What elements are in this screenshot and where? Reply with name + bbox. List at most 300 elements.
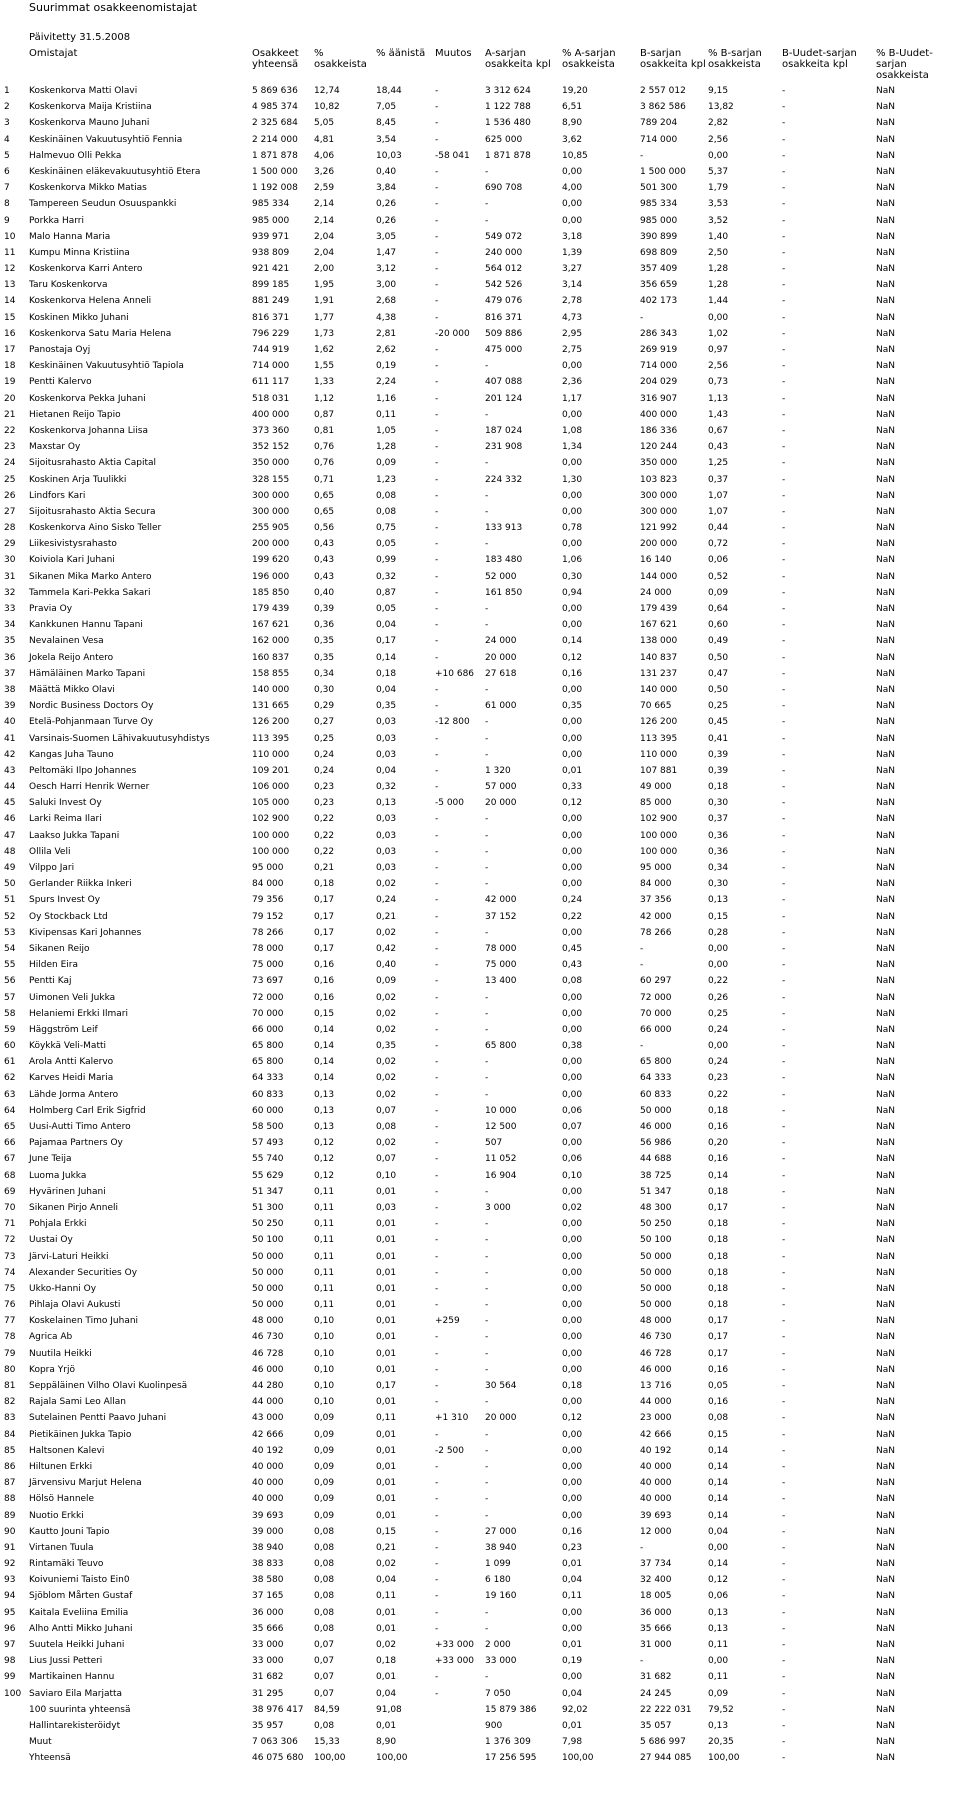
cell-b-shares: 46 000 — [640, 1364, 672, 1375]
cell-pct-shares: 0,40 — [314, 587, 335, 598]
cell-pct-b-shares: 0,00 — [708, 1542, 729, 1553]
cell-b-shares: 66 000 — [640, 1024, 672, 1035]
table-row — [0, 698, 960, 714]
cell-a-shares: 3 312 624 — [485, 86, 531, 96]
cell-b-new-shares: - — [782, 1737, 786, 1748]
cell-b-new-shares: - — [782, 636, 786, 647]
cell-pct-b-shares: 0,14 — [708, 1494, 729, 1505]
cell-change: - — [435, 636, 439, 647]
cell-pct-votes: 0,01 — [376, 1720, 397, 1731]
cell-total-shares: 33 000 — [252, 1640, 284, 1650]
cell-rank: 29 — [4, 539, 16, 550]
cell-pct-b-shares: 0,12 — [708, 1575, 729, 1586]
cell-owner: Koskinen Mikko Juhani — [29, 312, 129, 323]
cell-pct-shares: 0,09 — [314, 1429, 335, 1440]
cell-total-shares: 881 249 — [252, 296, 290, 307]
cell-pct-a-shares: 0,14 — [562, 636, 583, 647]
cell-pct-b-shares: 0,37 — [708, 814, 729, 825]
cell-owner: Yhteensä — [29, 1753, 71, 1764]
cell-pct-b-shares: 0,50 — [708, 652, 729, 663]
cell-a-shares: - — [485, 1089, 489, 1100]
cell-rank: 96 — [4, 1623, 16, 1634]
table-row — [0, 423, 960, 439]
cell-a-shares: - — [485, 1623, 489, 1634]
cell-pct-a-shares: 0,00 — [562, 1461, 583, 1472]
cell-owner: Tampereen Seudun Osuuspankki — [29, 199, 177, 210]
cell-pct-a-shares: 0,12 — [562, 652, 583, 663]
cell-b-new-shares: - — [782, 247, 786, 258]
cell-b-shares: 70 000 — [640, 1008, 672, 1019]
cell-pct-shares: 0,16 — [314, 992, 335, 1003]
table-row — [0, 148, 960, 164]
table-row — [0, 1540, 960, 1556]
cell-pct-votes: 3,00 — [376, 280, 397, 291]
cell-a-shares: 20 000 — [485, 1413, 517, 1424]
cell-a-shares: 42 000 — [485, 895, 517, 906]
cell-pct-b-new-shares: NaN — [876, 652, 895, 663]
cell-pct-b-shares: 1,02 — [708, 328, 729, 339]
cell-pct-shares: 2,00 — [314, 264, 335, 275]
cell-total-shares: 35 666 — [252, 1623, 284, 1634]
cell-pct-b-shares: 0,00 — [708, 1041, 729, 1052]
cell-pct-b-new-shares: NaN — [876, 1494, 895, 1505]
cell-pct-a-shares: 3,27 — [562, 264, 583, 275]
cell-pct-a-shares: 92,02 — [562, 1704, 588, 1715]
cell-owner: Muut — [29, 1737, 52, 1748]
cell-owner: Hyvärinen Juhani — [29, 1186, 106, 1197]
table-row — [0, 1572, 960, 1588]
cell-rank: 24 — [4, 458, 16, 469]
cell-owner: Agrica Ab — [29, 1332, 73, 1343]
cell-pct-votes: 3,05 — [376, 231, 397, 242]
cell-pct-a-shares: 0,00 — [562, 1316, 583, 1327]
table-row — [0, 795, 960, 811]
cell-b-new-shares: - — [782, 490, 786, 501]
cell-pct-b-new-shares: NaN — [876, 393, 895, 404]
cell-pct-votes: 0,08 — [376, 490, 397, 501]
cell-pct-shares: 0,08 — [314, 1591, 335, 1602]
cell-b-new-shares: - — [782, 895, 786, 906]
cell-owner: Sikanen Reijo — [29, 943, 90, 954]
cell-a-shares: - — [485, 1316, 489, 1327]
cell-pct-a-shares: 10,85 — [562, 150, 588, 161]
cell-b-new-shares: - — [782, 1688, 786, 1699]
cell-pct-b-shares: 0,73 — [708, 377, 729, 388]
cell-owner: Koskenkorva Aino Sisko Teller — [29, 523, 162, 534]
cell-owner: Köykkä Veli-Matti — [29, 1041, 107, 1052]
cell-pct-b-shares: 0,72 — [708, 539, 729, 550]
cell-pct-b-new-shares: NaN — [876, 1024, 895, 1035]
cell-pct-shares: 0,65 — [314, 490, 335, 501]
cell-rank: 25 — [4, 474, 16, 485]
cell-b-new-shares: - — [782, 118, 786, 129]
table-row — [0, 455, 960, 471]
cell-pct-votes: 0,05 — [376, 604, 397, 614]
cell-pct-votes: 0,21 — [376, 1542, 397, 1553]
cell-pct-votes: 0,04 — [376, 620, 397, 631]
cell-b-shares: 42 000 — [640, 911, 672, 922]
cell-pct-shares: 0,43 — [314, 571, 335, 582]
cell-pct-shares: 1,12 — [314, 393, 335, 404]
cell-pct-shares: 0,11 — [314, 1267, 335, 1278]
cell-b-new-shares: - — [782, 1364, 786, 1375]
cell-pct-b-shares: 0,00 — [708, 1656, 729, 1667]
cell-owner: Sutelainen Pentti Paavo Juhani — [29, 1413, 167, 1424]
cell-owner: Kopra Yrjö — [29, 1364, 75, 1375]
cell-b-shares: 138 000 — [640, 636, 678, 647]
cell-pct-b-new-shares: NaN — [876, 134, 895, 145]
table-row — [0, 99, 960, 115]
cell-b-new-shares: - — [782, 1623, 786, 1634]
table-row — [0, 1200, 960, 1216]
cell-owner: Rintamäki Teuvo — [29, 1559, 104, 1570]
cell-pct-b-new-shares: NaN — [876, 1057, 895, 1068]
cell-pct-votes: 0,02 — [376, 879, 397, 890]
cell-pct-b-shares: 0,60 — [708, 620, 729, 631]
cell-change: - — [435, 1024, 439, 1035]
cell-pct-a-shares: 1,17 — [562, 393, 583, 404]
cell-total-shares: 328 155 — [252, 474, 290, 485]
cell-pct-b-new-shares: NaN — [876, 523, 895, 534]
cell-b-shares: 23 000 — [640, 1413, 672, 1424]
cell-owner: Nevalainen Vesa — [29, 636, 104, 647]
cell-b-shares: 126 200 — [640, 717, 678, 728]
cell-change: - — [435, 1170, 439, 1181]
cell-pct-b-shares: 0,14 — [708, 1478, 729, 1489]
cell-a-shares: 12 500 — [485, 1122, 517, 1132]
cell-total-shares: 985 334 — [252, 199, 290, 210]
cell-pct-b-new-shares: NaN — [876, 1397, 895, 1408]
cell-pct-shares: 0,11 — [314, 1202, 335, 1213]
header-b-shares: B-sarjan osakkeita kpl — [640, 48, 706, 70]
cell-pct-shares: 4,81 — [314, 134, 335, 145]
cell-owner: Alexander Securities Oy — [29, 1267, 138, 1278]
cell-pct-a-shares: 3,18 — [562, 231, 583, 242]
cell-rank: 75 — [4, 1283, 16, 1294]
cell-owner: Koskenkorva Matti Olavi — [29, 86, 138, 96]
cell-pct-votes: 0,02 — [376, 1073, 397, 1084]
cell-b-shares: 50 000 — [640, 1283, 672, 1294]
cell-b-new-shares: - — [782, 1591, 786, 1602]
cell-pct-b-shares: 2,56 — [708, 361, 729, 372]
cell-pct-shares: 0,08 — [314, 1607, 335, 1618]
cell-b-shares: 72 000 — [640, 992, 672, 1003]
table-row — [0, 293, 960, 309]
cell-a-shares: 564 012 — [485, 264, 523, 275]
cell-pct-b-shares: 0,16 — [708, 1364, 729, 1375]
cell-b-new-shares: - — [782, 1024, 786, 1035]
cell-a-shares: - — [485, 1461, 489, 1472]
cell-pct-b-new-shares: NaN — [876, 846, 895, 857]
cell-owner: Helaniemi Erkki Ilmari — [29, 1008, 128, 1019]
cell-pct-votes: 0,32 — [376, 571, 397, 582]
cell-a-shares: - — [485, 863, 489, 873]
cell-a-shares: - — [485, 361, 489, 372]
cell-total-shares: 38 580 — [252, 1575, 284, 1586]
cell-pct-b-new-shares: NaN — [876, 1316, 895, 1327]
cell-owner: Koskenkorva Johanna Liisa — [29, 425, 148, 436]
cell-change: - — [435, 490, 439, 501]
cell-pct-shares: 0,11 — [314, 1283, 335, 1294]
cell-pct-shares: 0,14 — [314, 1041, 335, 1052]
cell-pct-shares: 0,23 — [314, 782, 335, 793]
cell-owner: Uustai Oy — [29, 1235, 73, 1246]
cell-pct-votes: 0,24 — [376, 895, 397, 906]
cell-pct-b-shares: 1,07 — [708, 506, 729, 517]
cell-a-shares: 161 850 — [485, 587, 523, 598]
cell-pct-a-shares: 0,00 — [562, 1024, 583, 1035]
cell-pct-a-shares: 0,00 — [562, 1089, 583, 1100]
cell-pct-b-shares: 1,13 — [708, 393, 729, 404]
cell-owner: Kangas Juha Tauno — [29, 749, 114, 760]
cell-pct-b-new-shares: NaN — [876, 1478, 895, 1489]
cell-change: - — [435, 555, 439, 566]
cell-b-new-shares: - — [782, 1575, 786, 1586]
cell-pct-votes: 0,01 — [376, 1478, 397, 1489]
cell-total-shares: 43 000 — [252, 1413, 284, 1424]
cell-b-shares: 48 000 — [640, 1316, 672, 1327]
cell-total-shares: 39 693 — [252, 1510, 284, 1521]
cell-owner: Pentti Kalervo — [29, 377, 92, 388]
cell-total-shares: 31 682 — [252, 1672, 284, 1683]
cell-rank: 36 — [4, 652, 16, 663]
cell-b-shares: 16 140 — [640, 555, 672, 566]
table-row — [0, 326, 960, 342]
cell-rank: 18 — [4, 361, 16, 372]
cell-rank: 6 — [4, 166, 10, 177]
cell-change: -58 041 — [435, 150, 470, 161]
cell-b-new-shares: - — [782, 992, 786, 1003]
header-pct-b-new-shares: % B-Uudet-sarjan osakkeista — [876, 48, 933, 81]
cell-pct-b-new-shares: NaN — [876, 1640, 895, 1650]
cell-rank: 3 — [4, 118, 10, 129]
cell-total-shares: 46 728 — [252, 1348, 284, 1359]
cell-a-shares: 38 940 — [485, 1542, 517, 1553]
cell-b-new-shares: - — [782, 280, 786, 291]
cell-pct-b-new-shares: NaN — [876, 636, 895, 647]
cell-pct-votes: 0,01 — [376, 1186, 397, 1197]
table-row — [0, 1394, 960, 1410]
cell-total-shares: 78 000 — [252, 943, 284, 954]
cell-b-shares: 103 823 — [640, 474, 678, 485]
cell-a-shares: - — [485, 927, 489, 938]
cell-pct-b-shares: 0,25 — [708, 1008, 729, 1019]
cell-b-new-shares: - — [782, 830, 786, 841]
cell-pct-a-shares: 0,16 — [562, 668, 583, 679]
cell-owner: Seppäläinen Vilho Olavi Kuolinpesä — [29, 1381, 188, 1391]
cell-total-shares: 255 905 — [252, 523, 290, 534]
table-row — [0, 828, 960, 844]
cell-pct-b-new-shares: NaN — [876, 296, 895, 307]
cell-b-shares: 12 000 — [640, 1526, 672, 1537]
cell-pct-b-new-shares: NaN — [876, 247, 895, 258]
table-row — [0, 1313, 960, 1329]
cell-a-shares: 240 000 — [485, 247, 523, 258]
cell-total-shares: 1 192 008 — [252, 183, 298, 194]
cell-pct-b-new-shares: NaN — [876, 1429, 895, 1440]
cell-total-shares: 38 940 — [252, 1542, 284, 1553]
cell-change: - — [435, 102, 439, 113]
cell-total-shares: 714 000 — [252, 361, 290, 372]
cell-change: - — [435, 927, 439, 938]
cell-pct-shares: 0,65 — [314, 506, 335, 517]
cell-change: - — [435, 1332, 439, 1343]
cell-pct-shares: 2,04 — [314, 247, 335, 258]
cell-pct-shares: 0,11 — [314, 1219, 335, 1230]
table-row — [0, 310, 960, 326]
cell-pct-a-shares: 0,18 — [562, 1381, 583, 1391]
cell-a-shares: - — [485, 1057, 489, 1068]
cell-pct-a-shares: 0,00 — [562, 733, 583, 744]
cell-rank: 62 — [4, 1073, 16, 1084]
cell-pct-a-shares: 0,00 — [562, 1283, 583, 1294]
cell-total-shares: 1 500 000 — [252, 166, 298, 177]
cell-pct-b-shares: 0,13 — [708, 1623, 729, 1634]
cell-b-new-shares: - — [782, 1413, 786, 1424]
cell-total-shares: 39 000 — [252, 1526, 284, 1537]
cell-pct-b-shares: 0,00 — [708, 150, 729, 161]
page-title: Suurimmat osakkeenomistajat — [29, 1, 197, 14]
cell-pct-b-new-shares: NaN — [876, 1202, 895, 1213]
cell-total-shares: 796 229 — [252, 328, 290, 339]
cell-b-shares: 714 000 — [640, 361, 678, 372]
table-row — [0, 180, 960, 196]
cell-a-shares: - — [485, 1251, 489, 1262]
cell-pct-b-shares: 0,17 — [708, 1348, 729, 1359]
cell-pct-a-shares: 19,20 — [562, 86, 588, 96]
cell-change: - — [435, 911, 439, 922]
cell-owner: Virtanen Tuula — [29, 1542, 94, 1553]
cell-rank: 97 — [4, 1640, 16, 1650]
cell-pct-shares: 5,05 — [314, 118, 335, 129]
cell-b-new-shares: - — [782, 960, 786, 971]
cell-rank: 30 — [4, 555, 16, 566]
cell-pct-b-shares: 0,05 — [708, 1381, 729, 1391]
cell-pct-b-shares: 0,36 — [708, 846, 729, 857]
cell-rank: 45 — [4, 798, 16, 809]
cell-b-shares: 985 000 — [640, 215, 678, 226]
cell-change: - — [435, 1251, 439, 1262]
cell-total-shares: 48 000 — [252, 1316, 284, 1327]
table-row — [0, 1184, 960, 1200]
cell-total-shares: 46 730 — [252, 1332, 284, 1343]
cell-rank: 80 — [4, 1364, 16, 1375]
cell-pct-a-shares: 0,01 — [562, 1720, 583, 1731]
cell-pct-votes: 0,04 — [376, 684, 397, 695]
cell-rank: 17 — [4, 345, 16, 355]
cell-pct-shares: 0,25 — [314, 733, 335, 744]
cell-change: - — [435, 895, 439, 906]
cell-pct-votes: 0,03 — [376, 717, 397, 728]
table-row — [0, 196, 960, 212]
cell-pct-b-shares: 0,17 — [708, 1202, 729, 1213]
cell-a-shares: 15 879 386 — [485, 1704, 537, 1715]
cell-a-shares: 37 152 — [485, 911, 517, 922]
table-row — [0, 132, 960, 148]
header-pct-b-shares: % B-sarjan osakkeista — [708, 48, 762, 70]
cell-pct-shares: 1,33 — [314, 377, 335, 388]
cell-pct-b-shares: 0,36 — [708, 830, 729, 841]
cell-a-shares: 11 052 — [485, 1154, 517, 1165]
cell-b-shares: 37 356 — [640, 895, 672, 906]
cell-owner: Hiltunen Erkki — [29, 1461, 93, 1472]
cell-a-shares: 900 — [485, 1720, 503, 1731]
table-row — [0, 1346, 960, 1362]
cell-rank: 78 — [4, 1332, 16, 1343]
cell-pct-votes: 10,03 — [376, 150, 402, 161]
cell-b-new-shares: - — [782, 264, 786, 275]
cell-b-new-shares: - — [782, 506, 786, 517]
cell-pct-b-shares: 0,39 — [708, 765, 729, 776]
cell-b-shares: 44 000 — [640, 1397, 672, 1408]
cell-b-new-shares: - — [782, 652, 786, 663]
cell-pct-shares: 0,81 — [314, 425, 335, 436]
cell-pct-a-shares: 4,00 — [562, 183, 583, 194]
cell-pct-votes: 8,90 — [376, 1737, 397, 1748]
cell-b-new-shares: - — [782, 458, 786, 469]
cell-pct-shares: 0,11 — [314, 1251, 335, 1262]
cell-owner: Alho Antti Mikko Juhani — [29, 1623, 133, 1634]
cell-total-shares: 79 152 — [252, 911, 284, 922]
cell-b-new-shares: - — [782, 1640, 786, 1650]
cell-change: - — [435, 215, 439, 226]
cell-a-shares: 1 536 480 — [485, 118, 531, 129]
cell-a-shares: - — [485, 1364, 489, 1375]
cell-rank: 58 — [4, 1008, 16, 1019]
cell-pct-b-shares: 0,18 — [708, 782, 729, 793]
cell-total-shares: 55 740 — [252, 1154, 284, 1165]
cell-rank: 68 — [4, 1170, 16, 1181]
cell-rank: 53 — [4, 927, 16, 938]
cell-pct-shares: 0,56 — [314, 523, 335, 534]
cell-pct-a-shares: 0,07 — [562, 1122, 583, 1132]
cell-b-new-shares: - — [782, 1397, 786, 1408]
cell-change: - — [435, 1429, 439, 1440]
cell-rank: 35 — [4, 636, 16, 647]
cell-rank: 4 — [4, 134, 10, 145]
cell-b-shares: 51 347 — [640, 1186, 672, 1197]
cell-total-shares: 350 000 — [252, 458, 290, 469]
cell-pct-b-shares: 0,18 — [708, 1300, 729, 1311]
cell-rank: 47 — [4, 830, 16, 841]
cell-owner: Martikainen Hannu — [29, 1672, 115, 1683]
cell-pct-b-new-shares: NaN — [876, 458, 895, 469]
cell-total-shares: 72 000 — [252, 992, 284, 1003]
cell-pct-b-new-shares: NaN — [876, 927, 895, 938]
cell-owner: Porkka Harri — [29, 215, 84, 226]
cell-pct-b-shares: 0,09 — [708, 587, 729, 598]
cell-a-shares: 57 000 — [485, 782, 517, 793]
cell-change: - — [435, 1542, 439, 1553]
cell-b-new-shares: - — [782, 296, 786, 307]
cell-pct-b-shares: 0,14 — [708, 1170, 729, 1181]
cell-b-new-shares: - — [782, 604, 786, 614]
cell-a-shares: 542 526 — [485, 280, 523, 291]
cell-pct-votes: 0,18 — [376, 1656, 397, 1667]
cell-total-shares: 50 000 — [252, 1283, 284, 1294]
cell-pct-votes: 0,02 — [376, 1057, 397, 1068]
cell-change: - — [435, 765, 439, 776]
cell-pct-b-new-shares: NaN — [876, 830, 895, 841]
table-row — [0, 1491, 960, 1507]
cell-total-shares: 31 295 — [252, 1688, 284, 1699]
table-row — [0, 1329, 960, 1345]
cell-pct-b-shares: 1,28 — [708, 280, 729, 291]
cell-b-shares: 31 682 — [640, 1672, 672, 1683]
cell-a-shares: 407 088 — [485, 377, 523, 388]
cell-pct-b-shares: 1,40 — [708, 231, 729, 242]
cell-pct-a-shares: 0,00 — [562, 1332, 583, 1343]
